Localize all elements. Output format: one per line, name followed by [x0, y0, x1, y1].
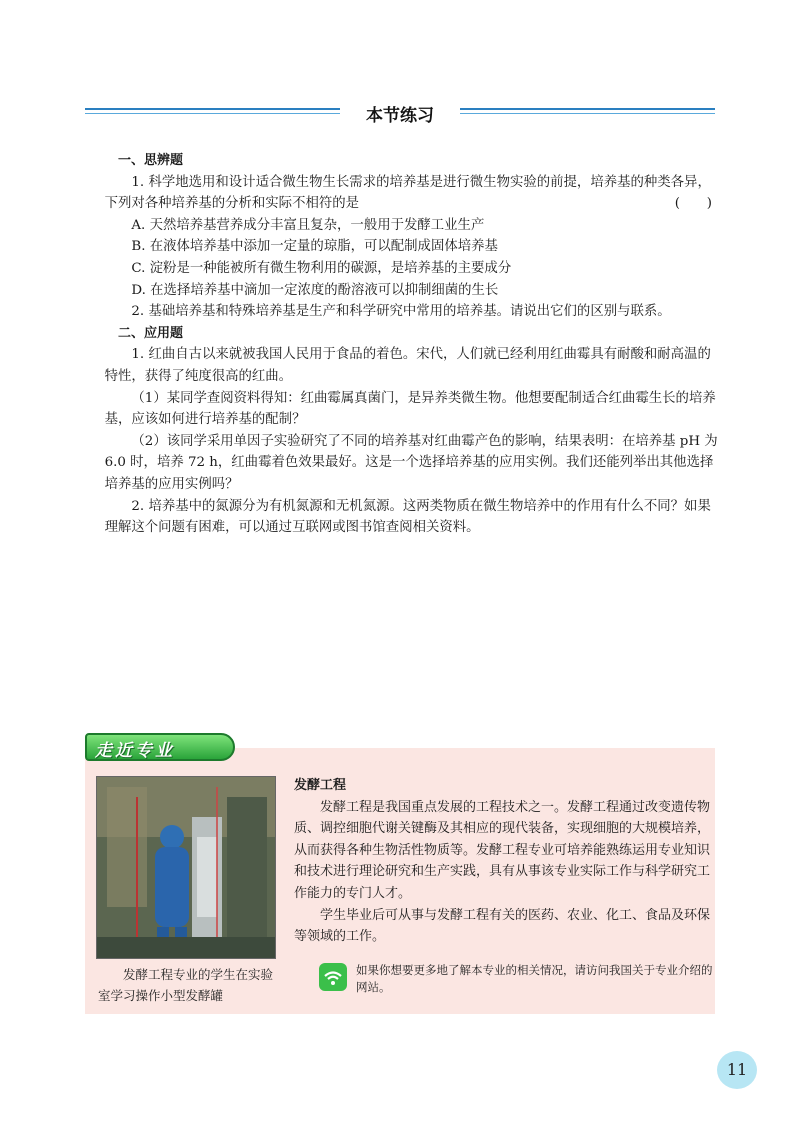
exercise-content: [104, 150, 718, 539]
lab-photo-illustration: [97, 777, 275, 958]
option-c: C. 淀粉是一种能被所有微生物利用的碳源，是培养基的主要成分: [131, 260, 512, 276]
part1-heading: 一、思辨题: [118, 153, 184, 168]
rule-right: [460, 108, 715, 110]
photo-caption: 发酵工程专业的学生在实验室学习操作小型发酵罐: [98, 967, 274, 1003]
feature-banner: [85, 733, 235, 761]
feature-para-2: 学生毕业后可从事与发酵工程有关的医药、农业、化工、食品及环保等领域的工作。: [294, 907, 711, 945]
rule-left-thin: [85, 113, 340, 114]
rule-left: [85, 108, 340, 110]
option-a: A. 天然培养基营养成分丰富且复杂，一般用于发酵工业生产: [131, 217, 485, 233]
part1-q2: 2. 基础培养基和特殊培养基是生产和科学研究中常用的培养基。请说出它们的区别与联系。: [131, 304, 671, 320]
part2-q2: 2. 培养基中的氮源分为有机氮源和无机氮源。这两类物质在微生物培养中的作用有什么不同？如果理解这个问题有困难，可以通过互联网或图书馆查阅相关资料。: [104, 498, 711, 536]
option-d: D. 在选择培养基中滴加一定浓度的酚溶液可以抑制细菌的生长: [131, 282, 499, 298]
lab-photo: [96, 776, 276, 959]
section-title: 本节练习: [366, 106, 434, 126]
feature-para-1: 发酵工程是我国重点发展的工程技术之一。发酵工程通过改变遗传物质、调控细胞代谢关键酶及其相应的现代装备，实现细胞的大规模培养，从而获得各种生物活性物质等。发酵工程专业可培养能熟练运用专业知识和技术进行理论研究和生产实践，具有从事该专业实际工作与科学研究工作能力的专门人才。: [294, 799, 711, 901]
answer-bracket: ( ): [674, 196, 712, 212]
feature-text: [294, 775, 710, 948]
feature-title: 发酵工程: [294, 778, 347, 793]
part2-q1: 1. 红曲自古以来就被我国人民用于食品的着色。宋代，人们就已经利用红曲霉具有耐酸和耐高温的特性，获得了纯度很高的红曲。: [104, 347, 711, 384]
part2-q1-sub1: （1）某同学查阅资料得知：红曲霉属真菌门，是异养类微生物。他想要配制适合红曲霉生长的培养基，应该如何进行培养基的配制？: [104, 390, 716, 428]
page-number: 11: [717, 1051, 757, 1089]
banner-text: 走近专业: [95, 741, 175, 761]
option-b: B. 在液体培养基中添加一定量的琼脂，可以配制成固体培养基: [131, 239, 498, 255]
part2-heading: 二、应用题: [118, 325, 184, 341]
feature-tip: 如果你想要更多地了解本专业的相关情况，请访问我国关于专业介绍的网站。: [356, 963, 713, 994]
part2-q1-sub2: （2）该同学采用单因子实验研究了不同的培养基对红曲霉产色的影响，结果表明：在培养基 pH 为 6.0 时，培养 72 h，红曲霉着色效果最好。这是一个选择培养基的应用实例。我们还能列举出其他选择培养基的应用实例吗？: [104, 433, 718, 492]
part1-q1: 1. 科学地选用和设计适合微生物生长需求的培养基是进行微生物实验的前提，培养基的种类各异，下列对各种培养基的分析和实际不相符的是 ( ): [105, 172, 718, 215]
rule-right-thin: [460, 113, 715, 114]
wifi-icon: [318, 962, 348, 992]
